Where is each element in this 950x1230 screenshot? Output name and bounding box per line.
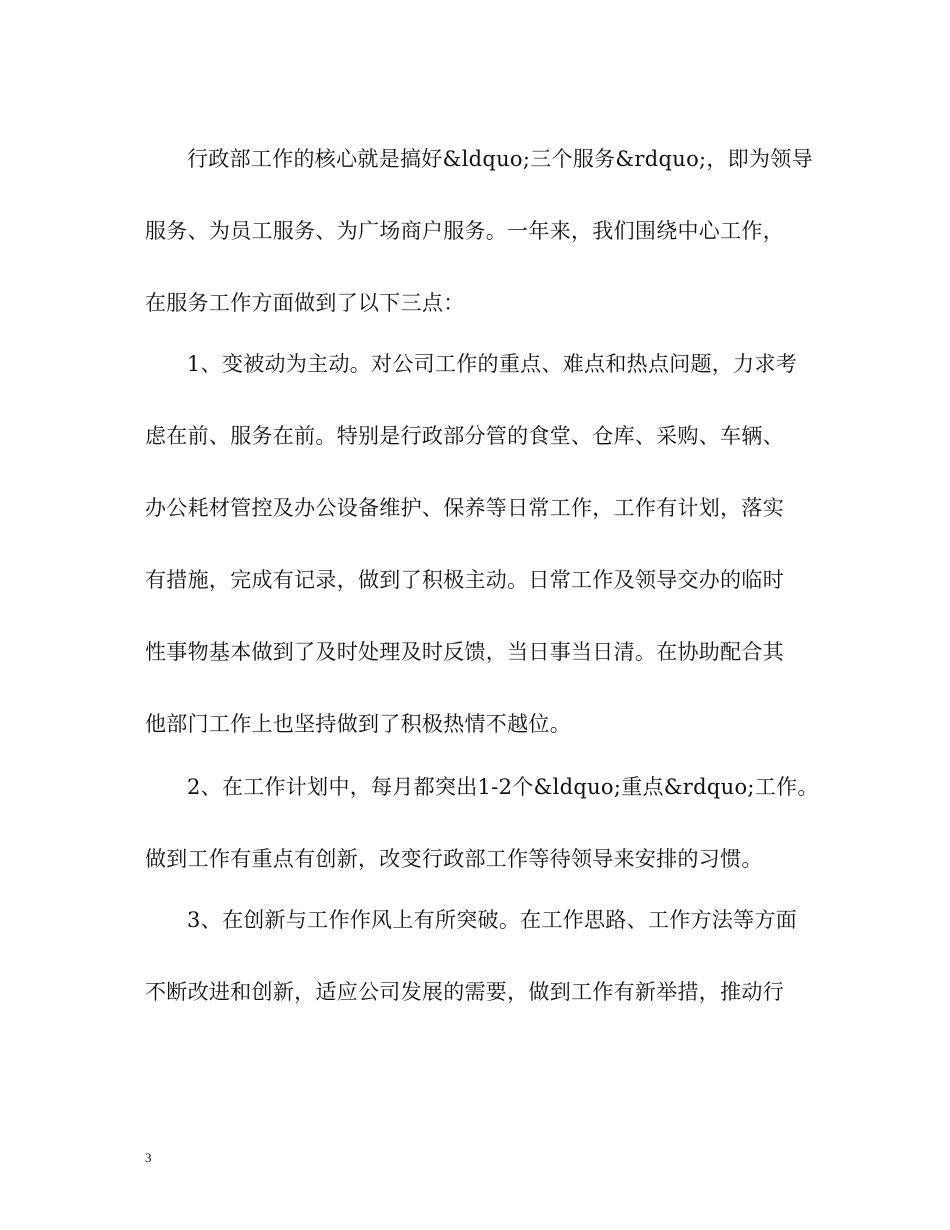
text-line: 办公耗材管控及办公设备维护、保养等日常工作，工作有计划，落实 <box>145 496 784 520</box>
text-line: 2、在工作计划中，每月都突出1-2个&ldquo;重点&rdquo;工作。 <box>187 775 819 799</box>
text-line: 服务、为员工服务、为广场商户服务。一年来，我们围绕中心工作， <box>145 219 784 243</box>
text-line: 做到工作有重点有创新，改变行政部工作等待领导来安排的习惯。 <box>145 847 763 871</box>
text-line: 行政部工作的核心就是搞好&ldquo;三个服务&rdquo;，即为领导 <box>187 147 813 171</box>
text-line: 3、在创新与工作作风上有所突破。在工作思路、工作方法等方面 <box>187 908 798 932</box>
text-line: 不断改进和创新，适应公司发展的需要，做到工作有新举措，推动行 <box>145 980 784 1004</box>
text-line: 他部门工作上也坚持做到了积极热情不越位。 <box>145 712 571 736</box>
text-line: 在服务工作方面做到了以下三点： <box>145 291 465 315</box>
text-line: 1、变被动为主动。对公司工作的重点、难点和热点问题，力求考 <box>187 352 798 376</box>
page-number: 3 <box>145 1150 152 1165</box>
text-line: 有措施，完成有记录，做到了积极主动。日常工作及领导交办的临时 <box>145 568 784 592</box>
text-line: 虑在前、服务在前。特别是行政部分管的食堂、仓库、采购、车辆、 <box>145 424 784 448</box>
text-line: 性事物基本做到了及时处理及时反馈，当日事当日清。在协助配合其 <box>145 640 784 664</box>
